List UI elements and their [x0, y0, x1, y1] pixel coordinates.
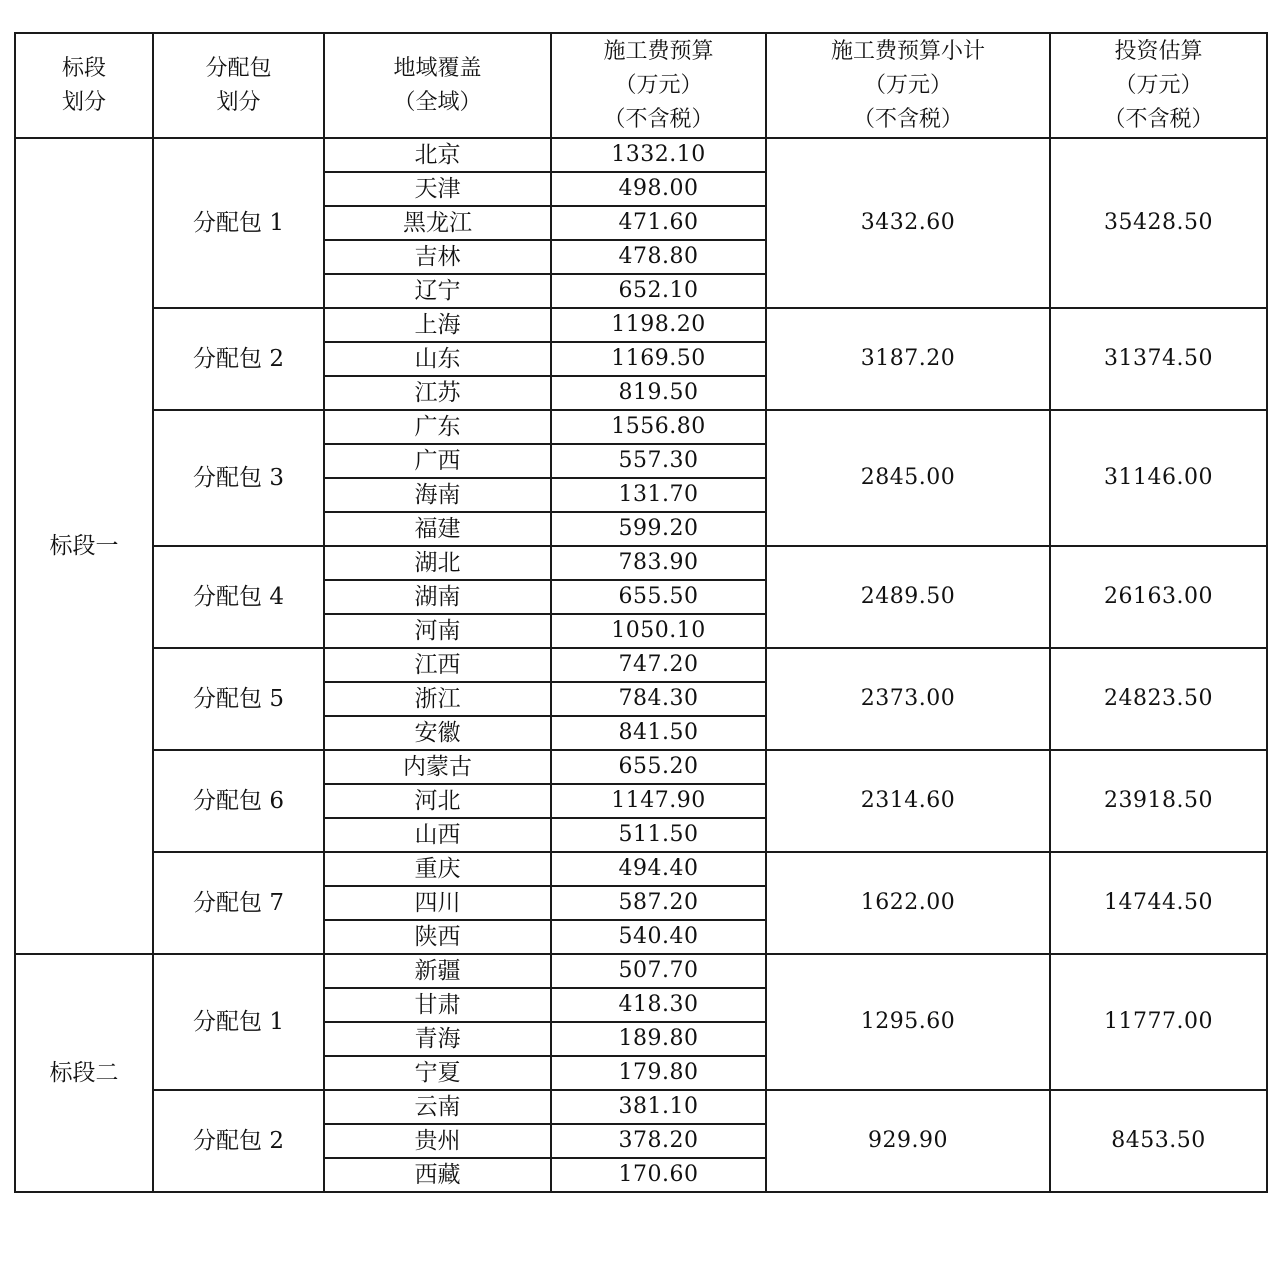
- table-row: [15, 852, 1267, 886]
- package-cell: 分配包 4: [153, 546, 324, 648]
- budget-cell: 1556.80: [551, 410, 766, 444]
- budget-cell: 1332.10: [551, 138, 766, 172]
- package-cell: 分配包 3: [153, 410, 324, 546]
- package-cell: 分配包 1: [153, 954, 324, 1090]
- budget-cell: 587.20: [551, 886, 766, 920]
- table-row: [15, 648, 1267, 682]
- header-section: 标段 划分: [15, 33, 153, 138]
- table-header: [15, 33, 1267, 138]
- budget-cell: 170.60: [551, 1158, 766, 1192]
- budget-cell: 478.80: [551, 240, 766, 274]
- region-cell: 河南: [324, 614, 551, 648]
- region-cell: 云南: [324, 1090, 551, 1124]
- budget-cell: 471.60: [551, 206, 766, 240]
- subtotal-cell: 3432.60: [766, 138, 1050, 308]
- budget-cell: 507.70: [551, 954, 766, 988]
- table-row: [15, 308, 1267, 342]
- header-investment-estimate: 投资估算 （万元） （不含税）: [1050, 33, 1267, 138]
- budget-cell: 511.50: [551, 818, 766, 852]
- investment-cell: 14744.50: [1050, 852, 1267, 954]
- investment-cell: 8453.50: [1050, 1090, 1267, 1192]
- region-cell: 上海: [324, 308, 551, 342]
- region-cell: 广东: [324, 410, 551, 444]
- region-cell: 宁夏: [324, 1056, 551, 1090]
- subtotal-cell: 2314.60: [766, 750, 1050, 852]
- package-cell: 分配包 2: [153, 1090, 324, 1192]
- package-cell: 分配包 1: [153, 138, 324, 308]
- region-cell: 内蒙古: [324, 750, 551, 784]
- region-cell: 吉林: [324, 240, 551, 274]
- package-cell: 分配包 5: [153, 648, 324, 750]
- region-cell: 北京: [324, 138, 551, 172]
- budget-cell: 1169.50: [551, 342, 766, 376]
- region-cell: 辽宁: [324, 274, 551, 308]
- budget-cell: 599.20: [551, 512, 766, 546]
- region-cell: 海南: [324, 478, 551, 512]
- budget-cell: 652.10: [551, 274, 766, 308]
- region-cell: 福建: [324, 512, 551, 546]
- investment-cell: 11777.00: [1050, 954, 1267, 1090]
- budget-cell: 655.50: [551, 580, 766, 614]
- header-construction-budget: 施工费预算 （万元） （不含税）: [551, 33, 766, 138]
- budget-cell: 498.00: [551, 172, 766, 206]
- subtotal-cell: 1622.00: [766, 852, 1050, 954]
- region-cell: 安徽: [324, 716, 551, 750]
- investment-cell: 24823.50: [1050, 648, 1267, 750]
- region-cell: 四川: [324, 886, 551, 920]
- region-cell: 贵州: [324, 1124, 551, 1158]
- investment-cell: 31146.00: [1050, 410, 1267, 546]
- region-cell: 湖北: [324, 546, 551, 580]
- subtotal-cell: 2489.50: [766, 546, 1050, 648]
- investment-cell: 35428.50: [1050, 138, 1267, 308]
- section-cell: 标段二: [15, 954, 153, 1192]
- subtotal-cell: 2373.00: [766, 648, 1050, 750]
- header-row: [15, 33, 1267, 138]
- budget-cell: 179.80: [551, 1056, 766, 1090]
- budget-cell: 1147.90: [551, 784, 766, 818]
- budget-cell: 784.30: [551, 682, 766, 716]
- subtotal-cell: 929.90: [766, 1090, 1050, 1192]
- budget-cell: 540.40: [551, 920, 766, 954]
- region-cell: 重庆: [324, 852, 551, 886]
- budget-table: [14, 32, 1268, 1193]
- budget-cell: 747.20: [551, 648, 766, 682]
- table-row: [15, 1090, 1267, 1124]
- table-row: [15, 546, 1267, 580]
- region-cell: 浙江: [324, 682, 551, 716]
- header-budget-subtotal: 施工费预算小计 （万元） （不含税）: [766, 33, 1050, 138]
- package-cell: 分配包 6: [153, 750, 324, 852]
- package-cell: 分配包 7: [153, 852, 324, 954]
- budget-cell: 783.90: [551, 546, 766, 580]
- budget-cell: 1198.20: [551, 308, 766, 342]
- region-cell: 陕西: [324, 920, 551, 954]
- budget-cell: 418.30: [551, 988, 766, 1022]
- region-cell: 湖南: [324, 580, 551, 614]
- investment-cell: 31374.50: [1050, 308, 1267, 410]
- budget-cell: 131.70: [551, 478, 766, 512]
- header-package: 分配包 划分: [153, 33, 324, 138]
- region-cell: 新疆: [324, 954, 551, 988]
- budget-cell: 655.20: [551, 750, 766, 784]
- region-cell: 江西: [324, 648, 551, 682]
- table-row: [15, 954, 1267, 988]
- header-region: 地域覆盖 （全域）: [324, 33, 551, 138]
- budget-cell: 819.50: [551, 376, 766, 410]
- subtotal-cell: 2845.00: [766, 410, 1050, 546]
- budget-cell: 378.20: [551, 1124, 766, 1158]
- table-row: [15, 410, 1267, 444]
- region-cell: 西藏: [324, 1158, 551, 1192]
- table-row: [15, 750, 1267, 784]
- budget-cell: 557.30: [551, 444, 766, 478]
- budget-cell: 841.50: [551, 716, 766, 750]
- region-cell: 青海: [324, 1022, 551, 1056]
- region-cell: 天津: [324, 172, 551, 206]
- budget-cell: 189.80: [551, 1022, 766, 1056]
- table-body: [15, 138, 1267, 1192]
- package-cell: 分配包 2: [153, 308, 324, 410]
- investment-cell: 23918.50: [1050, 750, 1267, 852]
- investment-cell: 26163.00: [1050, 546, 1267, 648]
- section-cell: 标段一: [15, 138, 153, 954]
- region-cell: 黑龙江: [324, 206, 551, 240]
- region-cell: 江苏: [324, 376, 551, 410]
- region-cell: 山东: [324, 342, 551, 376]
- region-cell: 山西: [324, 818, 551, 852]
- region-cell: 河北: [324, 784, 551, 818]
- table-row: [15, 138, 1267, 172]
- region-cell: 甘肃: [324, 988, 551, 1022]
- subtotal-cell: 1295.60: [766, 954, 1050, 1090]
- budget-cell: 381.10: [551, 1090, 766, 1124]
- subtotal-cell: 3187.20: [766, 308, 1050, 410]
- budget-cell: 494.40: [551, 852, 766, 886]
- region-cell: 广西: [324, 444, 551, 478]
- budget-cell: 1050.10: [551, 614, 766, 648]
